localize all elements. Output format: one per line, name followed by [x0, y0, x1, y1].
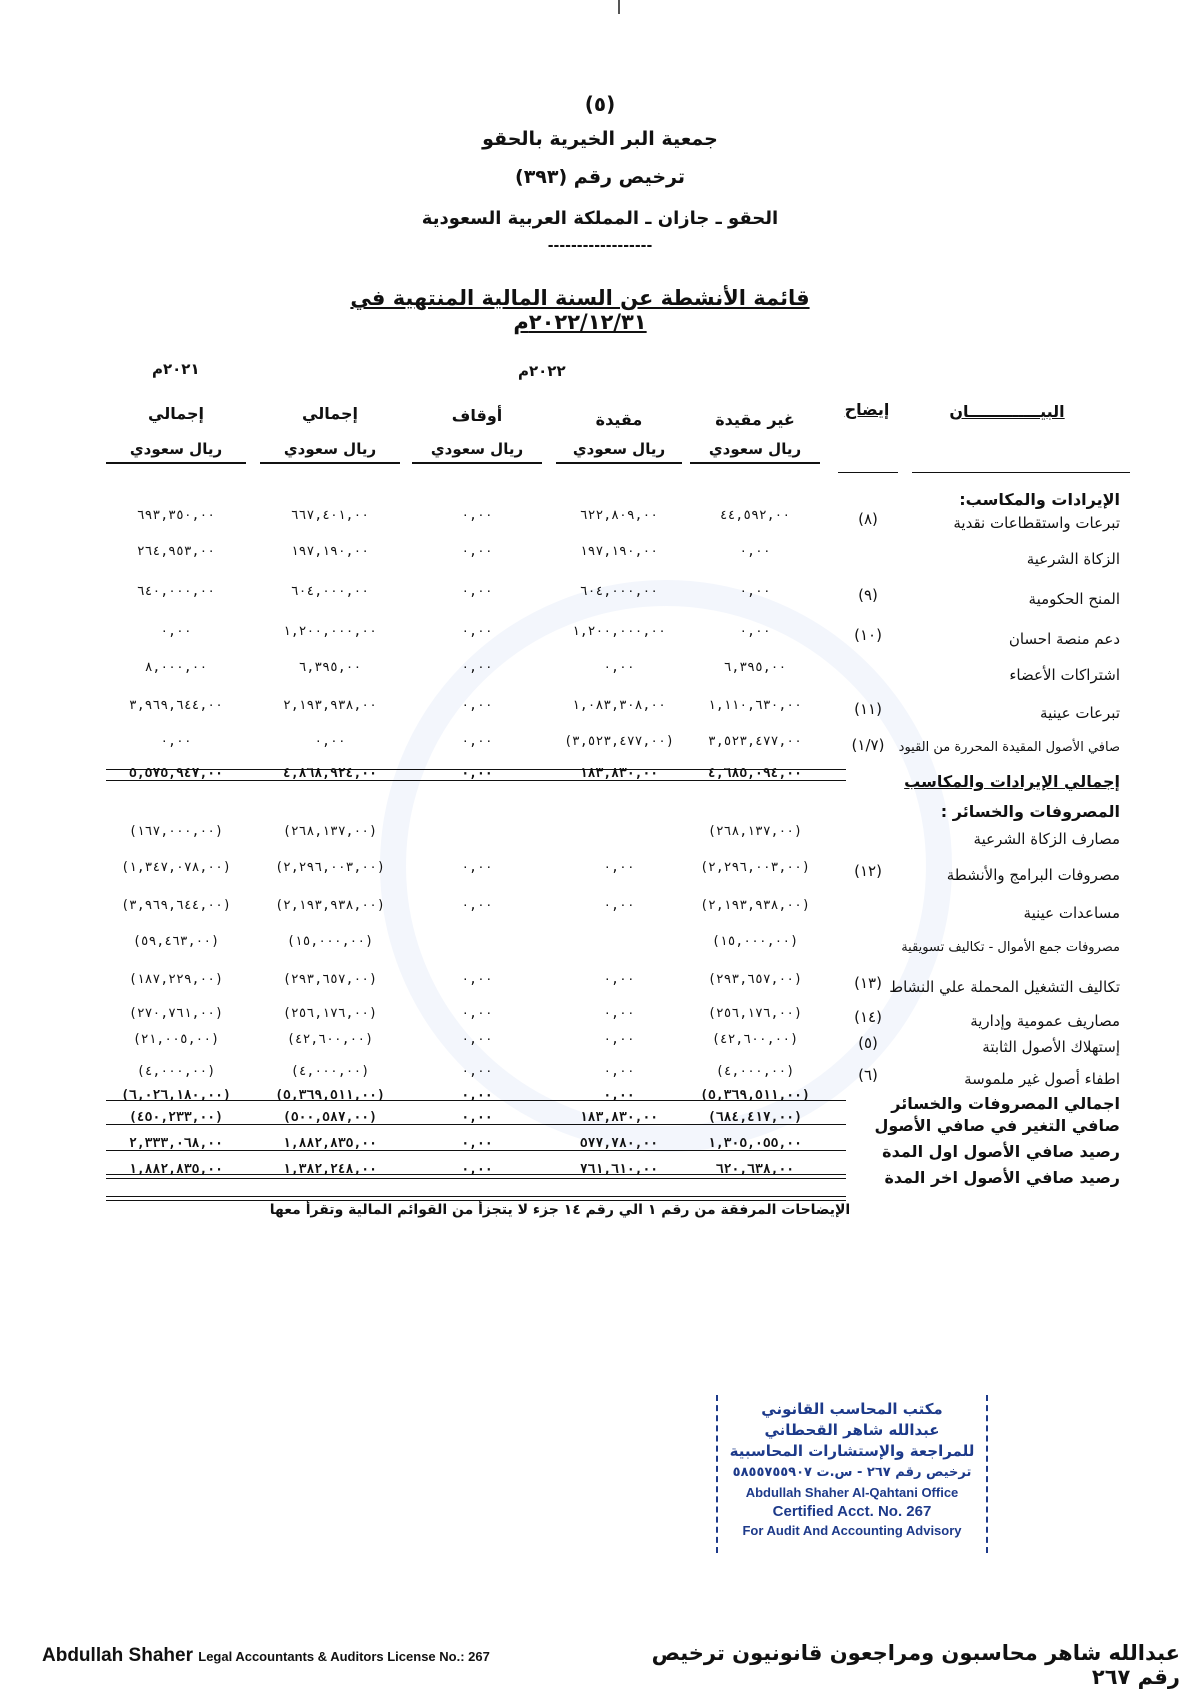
- row-label: اطفاء أصول غير ملموسة: [964, 1070, 1120, 1088]
- cell-t22: ٤,٨٦٨,٩٢٤,٠٠: [283, 766, 377, 781]
- cell-t21: ٦٩٣,٣٥٠,٠٠: [136, 508, 216, 523]
- cell-u: ٣,٥٢٣,٤٧٧,٠٠: [708, 734, 802, 749]
- row-label: المنح الحكومية: [1028, 590, 1120, 608]
- stamp-line-7: For Audit And Accounting Advisory: [742, 1523, 962, 1538]
- statement-col-rule: [912, 472, 1130, 473]
- stamp-line-6: Certified Acct. No. 267: [772, 1503, 932, 1520]
- auditor-stamp: [716, 1395, 988, 1553]
- cell-u: ٠,٠٠: [739, 584, 771, 599]
- cell-u: (٢٩٣,٦٥٧,٠٠): [708, 972, 802, 987]
- row-label: رصيد صافي الأصول اول المدة: [882, 1142, 1120, 1161]
- cell-t22: ١,٢٠٠,٠٠٠,٠٠: [283, 624, 377, 639]
- cell-e: ٠,٠٠: [461, 1064, 493, 1079]
- col-statement: البيـــــــــــــان: [949, 402, 1065, 421]
- cell-t22: ٦,٣٩٥,٠٠: [298, 660, 362, 675]
- cell-t21: (٤٥٠,٢٣٣,٠٠): [129, 1110, 223, 1125]
- row-note-ref: (٨): [858, 510, 878, 528]
- stamp-line-4: ترخيص رقم ٢٦٧ - س.ت ٥٨٥٥٧٥٥٩٠٧: [732, 1465, 972, 1480]
- rule-before-revenue-total: [106, 769, 846, 770]
- cell-r: ٠,٠٠: [603, 1064, 635, 1079]
- cell-e: ٠,٠٠: [461, 544, 493, 559]
- row-note-ref: (١٠): [854, 626, 882, 644]
- row-note-ref: (٦): [858, 1066, 878, 1084]
- row-label: تكاليف التشغيل المحملة علي النشاط: [889, 978, 1120, 996]
- footer-en-desc: Legal Accountants & Auditors License No.: 267: [198, 1649, 490, 1664]
- cell-t21: ٦٤٠,٠٠٠,٠٠: [136, 584, 216, 599]
- cell-r: ١٨٣,٨٣٠,٠٠: [579, 1110, 659, 1125]
- cell-e: ٠,٠٠: [461, 1032, 493, 1047]
- notes-disclaimer: الإيضاحات المرفقة من رقم ١ الي رقم ١٤ جزء لا يتجزأ من القوائم المالية وتقرأ معها: [269, 1202, 851, 1218]
- cell-r: ٧٦١,٦١٠,٠٠: [579, 1162, 659, 1177]
- col-note: إيضاح: [844, 400, 890, 419]
- cell-t22: (١٥,٠٠٠,٠٠): [286, 934, 374, 949]
- cell-u: ٠,٠٠: [739, 624, 771, 639]
- cell-e: ٠,٠٠: [461, 860, 493, 875]
- location: الحقو ـ جازان ـ المملكة العربية السعودية: [421, 208, 779, 229]
- rule-revenue-total-top: [106, 780, 846, 781]
- row-label: مصروفات البرامج والأنشطة: [946, 866, 1120, 884]
- row-label: المصروفات والخسائر :: [940, 802, 1120, 821]
- cell-r: ٠,٠٠: [603, 660, 635, 675]
- cell-t22: ١,٨٨٢,٨٣٥,٠٠: [283, 1136, 377, 1151]
- header-separator: ------------------: [547, 238, 653, 254]
- rule-closing-top: [106, 1174, 846, 1179]
- cell-t22: (٢٦٨,١٣٧,٠٠): [283, 824, 377, 839]
- cell-t22: (٤,٠٠٠,٠٠): [290, 1064, 370, 1079]
- row-label: صافي الأصول المقيدة المحررة من القيود: [898, 740, 1120, 755]
- cell-r: ٠,٠٠: [603, 898, 635, 913]
- footer-arabic: عبدالله شاهر محاسبون ومراجعون قانونيون ترخيص رقم ٢٦٧: [651, 1641, 1180, 1689]
- cell-t21: (٤,٠٠٠,٠٠): [136, 1064, 216, 1079]
- row-label: إستهلاك الأصول الثابتة: [982, 1038, 1120, 1056]
- cell-u: (٢٥٦,١٧٦,٠٠): [708, 1006, 802, 1021]
- row-label: تبرعات عينية: [1040, 704, 1120, 722]
- cell-r: ١,٢٠٠,٠٠٠,٠٠: [572, 624, 666, 639]
- row-label: الإيرادات والمكاسب:: [959, 490, 1120, 509]
- cell-t22: (٥,٣٦٩,٥١١,٠٠): [275, 1088, 385, 1103]
- year-previous: ٢٠٢١م: [152, 360, 200, 378]
- row-label: صافي التغير في صافي الأصول: [874, 1116, 1120, 1135]
- rule-net-change-top: [106, 1124, 846, 1125]
- cell-t21: (١٨٧,٢٢٩,٠٠): [129, 972, 223, 987]
- col-endowments: أوقاف: [451, 406, 503, 425]
- cell-u: (٢,٢٩٦,٠٠٣,٠٠): [700, 860, 810, 875]
- cell-t21: (١,٣٤٧,٠٧٨,٠٠): [121, 860, 231, 875]
- cell-r: ٠,٠٠: [603, 972, 635, 987]
- cell-t21: ٨,٠٠٠,٠٠: [144, 660, 208, 675]
- row-label: مساعدات عينية: [1023, 904, 1120, 922]
- license-number: ترخيص رقم (٣٩٣): [515, 166, 685, 188]
- cell-u: (١٥,٠٠٠,٠٠): [711, 934, 799, 949]
- cell-t22: ١٩٧,١٩٠,٠٠: [290, 544, 370, 559]
- stamp-line-2: عبدالله شاهر القحطاني: [764, 1421, 940, 1439]
- row-label: مصروفات جمع الأموال - تكاليف تسويقية: [901, 940, 1120, 955]
- row-label: مصاريف عمومية وإدارية: [970, 1012, 1120, 1030]
- cell-u: ١,١١٠,٦٣٠,٠٠: [708, 698, 802, 713]
- col-unrestricted: غير مقيدة: [715, 410, 795, 429]
- statement-title: قائمة الأنشطة عن السنة المالية المنتهية في ٢٠٢٢/١٢/٣١م: [350, 286, 810, 334]
- cell-t22: (٢٥٦,١٧٦,٠٠): [283, 1006, 377, 1021]
- cell-r: ٦٢٢,٨٠٩,٠٠: [579, 508, 659, 523]
- cell-u: ٤,٦٨٥,٠٩٤,٠٠: [708, 766, 802, 781]
- col-restricted: مقيدة: [595, 410, 643, 429]
- cell-t21: (٦,٠٢٦,١٨٠,٠٠): [121, 1088, 231, 1103]
- cell-e: ٠,٠٠: [461, 698, 493, 713]
- cell-e: ٠,٠٠: [461, 1136, 493, 1151]
- cell-e: ٠,٠٠: [461, 660, 493, 675]
- cell-e: ٠,٠٠: [461, 1110, 493, 1125]
- cell-t22: (٤٢,٦٠٠,٠٠): [286, 1032, 374, 1047]
- cell-r: ٦٠٤,٠٠٠,٠٠: [579, 584, 659, 599]
- cell-t21: ٠,٠٠: [160, 734, 192, 749]
- cell-t21: (١٦٧,٠٠٠,٠٠): [129, 824, 223, 839]
- cell-r: ١٨٣,٨٣٠,٠٠: [579, 766, 659, 781]
- cell-t22: ٠,٠٠: [314, 734, 346, 749]
- org-name: جمعية البر الخيرية بالحقو: [482, 128, 718, 150]
- stamp-line-5: Abdullah Shaher Al-Qahtani Office: [745, 1485, 959, 1500]
- top-edge-mark: [618, 0, 620, 14]
- cell-e: ٠,٠٠: [461, 734, 493, 749]
- cell-t22: (٥٠٠,٥٨٧,٠٠): [283, 1110, 377, 1125]
- footer-english: [42, 1645, 490, 1667]
- cell-t21: (٢٧٠,٧٦١,٠٠): [129, 1006, 223, 1021]
- row-label: الزكاة الشرعية: [1026, 550, 1120, 568]
- cell-e: ٠,٠٠: [461, 1162, 493, 1177]
- cell-r: ١٩٧,١٩٠,٠٠: [579, 544, 659, 559]
- row-note-ref: (٩): [858, 586, 878, 604]
- cell-e: ٠,٠٠: [461, 972, 493, 987]
- row-note-ref: (٥): [858, 1034, 878, 1052]
- cell-r: ٥٧٧,٧٨٠,٠٠: [579, 1136, 659, 1151]
- row-note-ref: (١١): [854, 700, 882, 718]
- cell-r: ٠,٠٠: [603, 1088, 635, 1103]
- col-unrestricted-currency: ريال سعودي: [690, 440, 820, 464]
- cell-r: ٠,٠٠: [603, 860, 635, 875]
- cell-u: ٠,٠٠: [739, 544, 771, 559]
- row-note-ref: (١٤): [854, 1008, 882, 1026]
- cell-u: ٦,٣٩٥,٠٠: [723, 660, 787, 675]
- row-label: رصيد صافي الأصول اخر المدة: [884, 1168, 1120, 1187]
- rule-opening-top: [106, 1150, 846, 1151]
- col-total-2021-currency: ريال سعودي: [106, 440, 246, 464]
- cell-t22: ٦٦٧,٤٠١,٠٠: [290, 508, 370, 523]
- cell-e: ٠,٠٠: [461, 898, 493, 913]
- row-label: اجمالي المصروفات والخسائر: [891, 1094, 1120, 1113]
- cell-u: (٤,٠٠٠,٠٠): [715, 1064, 795, 1079]
- cell-e: ٠,٠٠: [461, 508, 493, 523]
- footer-en-name: Abdullah Shaher: [42, 1645, 193, 1666]
- col-total-2021: إجمالي: [148, 404, 204, 423]
- cell-e: ٠,٠٠: [461, 624, 493, 639]
- cell-t22: ١,٣٨٢,٢٤٨,٠٠: [283, 1162, 377, 1177]
- cell-u: (٥,٣٦٩,٥١١,٠٠): [700, 1088, 810, 1103]
- cell-r: ٠,٠٠: [603, 1006, 635, 1021]
- year-current: ٢٠٢٢م: [518, 362, 566, 380]
- row-note-ref: (١٣): [854, 974, 882, 992]
- row-label: دعم منصة احسان: [1008, 630, 1120, 648]
- cell-t21: ٥,٥٧٥,٩٤٧,٠٠: [129, 766, 223, 781]
- cell-e: ٠,٠٠: [461, 766, 493, 781]
- cell-u: ٤٤,٥٩٢,٠٠: [719, 508, 791, 523]
- cell-r: ١,٠٨٣,٣٠٨,٠٠: [572, 698, 666, 713]
- cell-t22: ٦٠٤,٠٠٠,٠٠: [290, 584, 370, 599]
- cell-r: ٠,٠٠: [603, 1032, 635, 1047]
- col-total-2022-currency: ريال سعودي: [260, 440, 400, 464]
- rule-closing-bottom: [106, 1196, 846, 1201]
- cell-t21: (٣,٩٦٩,٦٤٤,٠٠): [121, 898, 231, 913]
- col-endowments-currency: ريال سعودي: [412, 440, 542, 464]
- cell-r: (٣,٥٢٣,٤٧٧,٠٠): [564, 734, 674, 749]
- cell-e: ٠,٠٠: [461, 584, 493, 599]
- row-label: اشتراكات الأعضاء: [1009, 666, 1120, 684]
- cell-t21: (٢١,٠٠٥,٠٠): [132, 1032, 220, 1047]
- cell-u: (٤٢,٦٠٠,٠٠): [711, 1032, 799, 1047]
- stamp-line-3: للمراجعة والإستشارات المحاسبية: [729, 1442, 975, 1460]
- col-restricted-currency: ريال سعودي: [556, 440, 682, 464]
- cell-u: (٢,١٩٣,٩٣٨,٠٠): [700, 898, 810, 913]
- cell-t21: ٢٦٤,٩٥٣,٠٠: [136, 544, 216, 559]
- row-label: تبرعات واستقطاعات نقدية: [953, 514, 1120, 532]
- col-total-2022: إجمالي: [302, 404, 358, 423]
- row-note-ref: (١٢): [854, 862, 882, 880]
- row-label: مصارف الزكاة الشرعية: [973, 830, 1120, 848]
- note-col-rule: [838, 472, 898, 473]
- cell-t21: (٥٩,٤٦٣,٠٠): [132, 934, 220, 949]
- cell-t22: ٢,١٩٣,٩٣٨,٠٠: [283, 698, 377, 713]
- cell-e: ٠,٠٠: [461, 1088, 493, 1103]
- cell-e: ٠,٠٠: [461, 1006, 493, 1021]
- cell-t21: ٣,٩٦٩,٦٤٤,٠٠: [129, 698, 223, 713]
- cell-t21: ٢,٣٣٣,٠٦٨,٠٠: [129, 1136, 223, 1151]
- cell-t22: (٢,٢٩٦,٠٠٣,٠٠): [275, 860, 385, 875]
- cell-u: ١,٣٠٥,٠٥٥,٠٠: [708, 1136, 802, 1151]
- row-label: إجمالي الإيرادات والمكاسب: [904, 772, 1120, 791]
- cell-u: ٦٢٠,٦٣٨,٠٠: [715, 1162, 795, 1177]
- page-number: (٥): [584, 92, 616, 116]
- row-note-ref: (١/٧): [851, 736, 885, 754]
- cell-u: (٦٨٤,٤١٧,٠٠): [708, 1110, 802, 1125]
- cell-t22: (٢,١٩٣,٩٣٨,٠٠): [275, 898, 385, 913]
- cell-t21: ٠,٠٠: [160, 624, 192, 639]
- cell-t22: (٢٩٣,٦٥٧,٠٠): [283, 972, 377, 987]
- stamp-line-1: مكتب المحاسب القانوني: [761, 1400, 943, 1418]
- cell-t21: ١,٨٨٢,٨٣٥,٠٠: [129, 1162, 223, 1177]
- rule-expense-total-top: [106, 1100, 846, 1101]
- cell-u: (٢٦٨,١٣٧,٠٠): [708, 824, 802, 839]
